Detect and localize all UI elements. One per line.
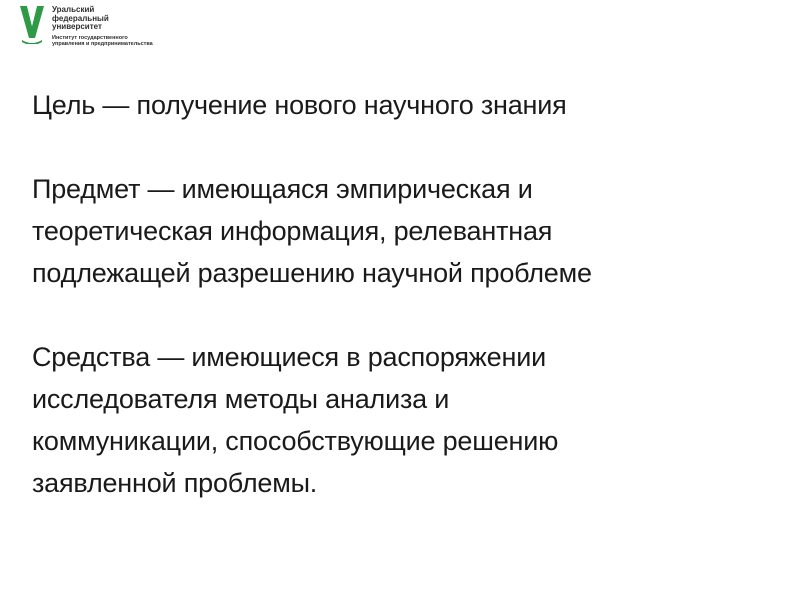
slide-content [32, 84, 772, 546]
logo-line: университет [52, 22, 102, 31]
institute-line: управления и предпринимательства [52, 40, 153, 47]
text-line: теоретическая информация, релевантная [32, 216, 553, 246]
goal-paragraph [32, 84, 772, 126]
logo-line: федеральный [52, 13, 109, 23]
text-line: Цель — получение нового научного знания [32, 90, 567, 120]
text-line: Предмет — имеющаяся эмпирическая и [32, 174, 533, 204]
subject-paragraph [32, 168, 772, 294]
urfu-u-logo-icon [18, 4, 46, 44]
logo-line: Уральский [52, 5, 95, 14]
text-line: заявленной проблемы. [32, 468, 318, 498]
text-line: коммуникации, способствующие решению [32, 426, 559, 456]
means-paragraph [32, 336, 772, 504]
text-line: Средства — имеющиеся в распоряжении [32, 342, 546, 372]
logo-text [52, 6, 153, 47]
text-line: исследователя методы анализа и [32, 384, 450, 414]
university-logo [18, 4, 153, 47]
text-line: подлежащей разрешению научной проблеме [32, 258, 592, 288]
institute-line: Институт государственного [52, 34, 128, 41]
